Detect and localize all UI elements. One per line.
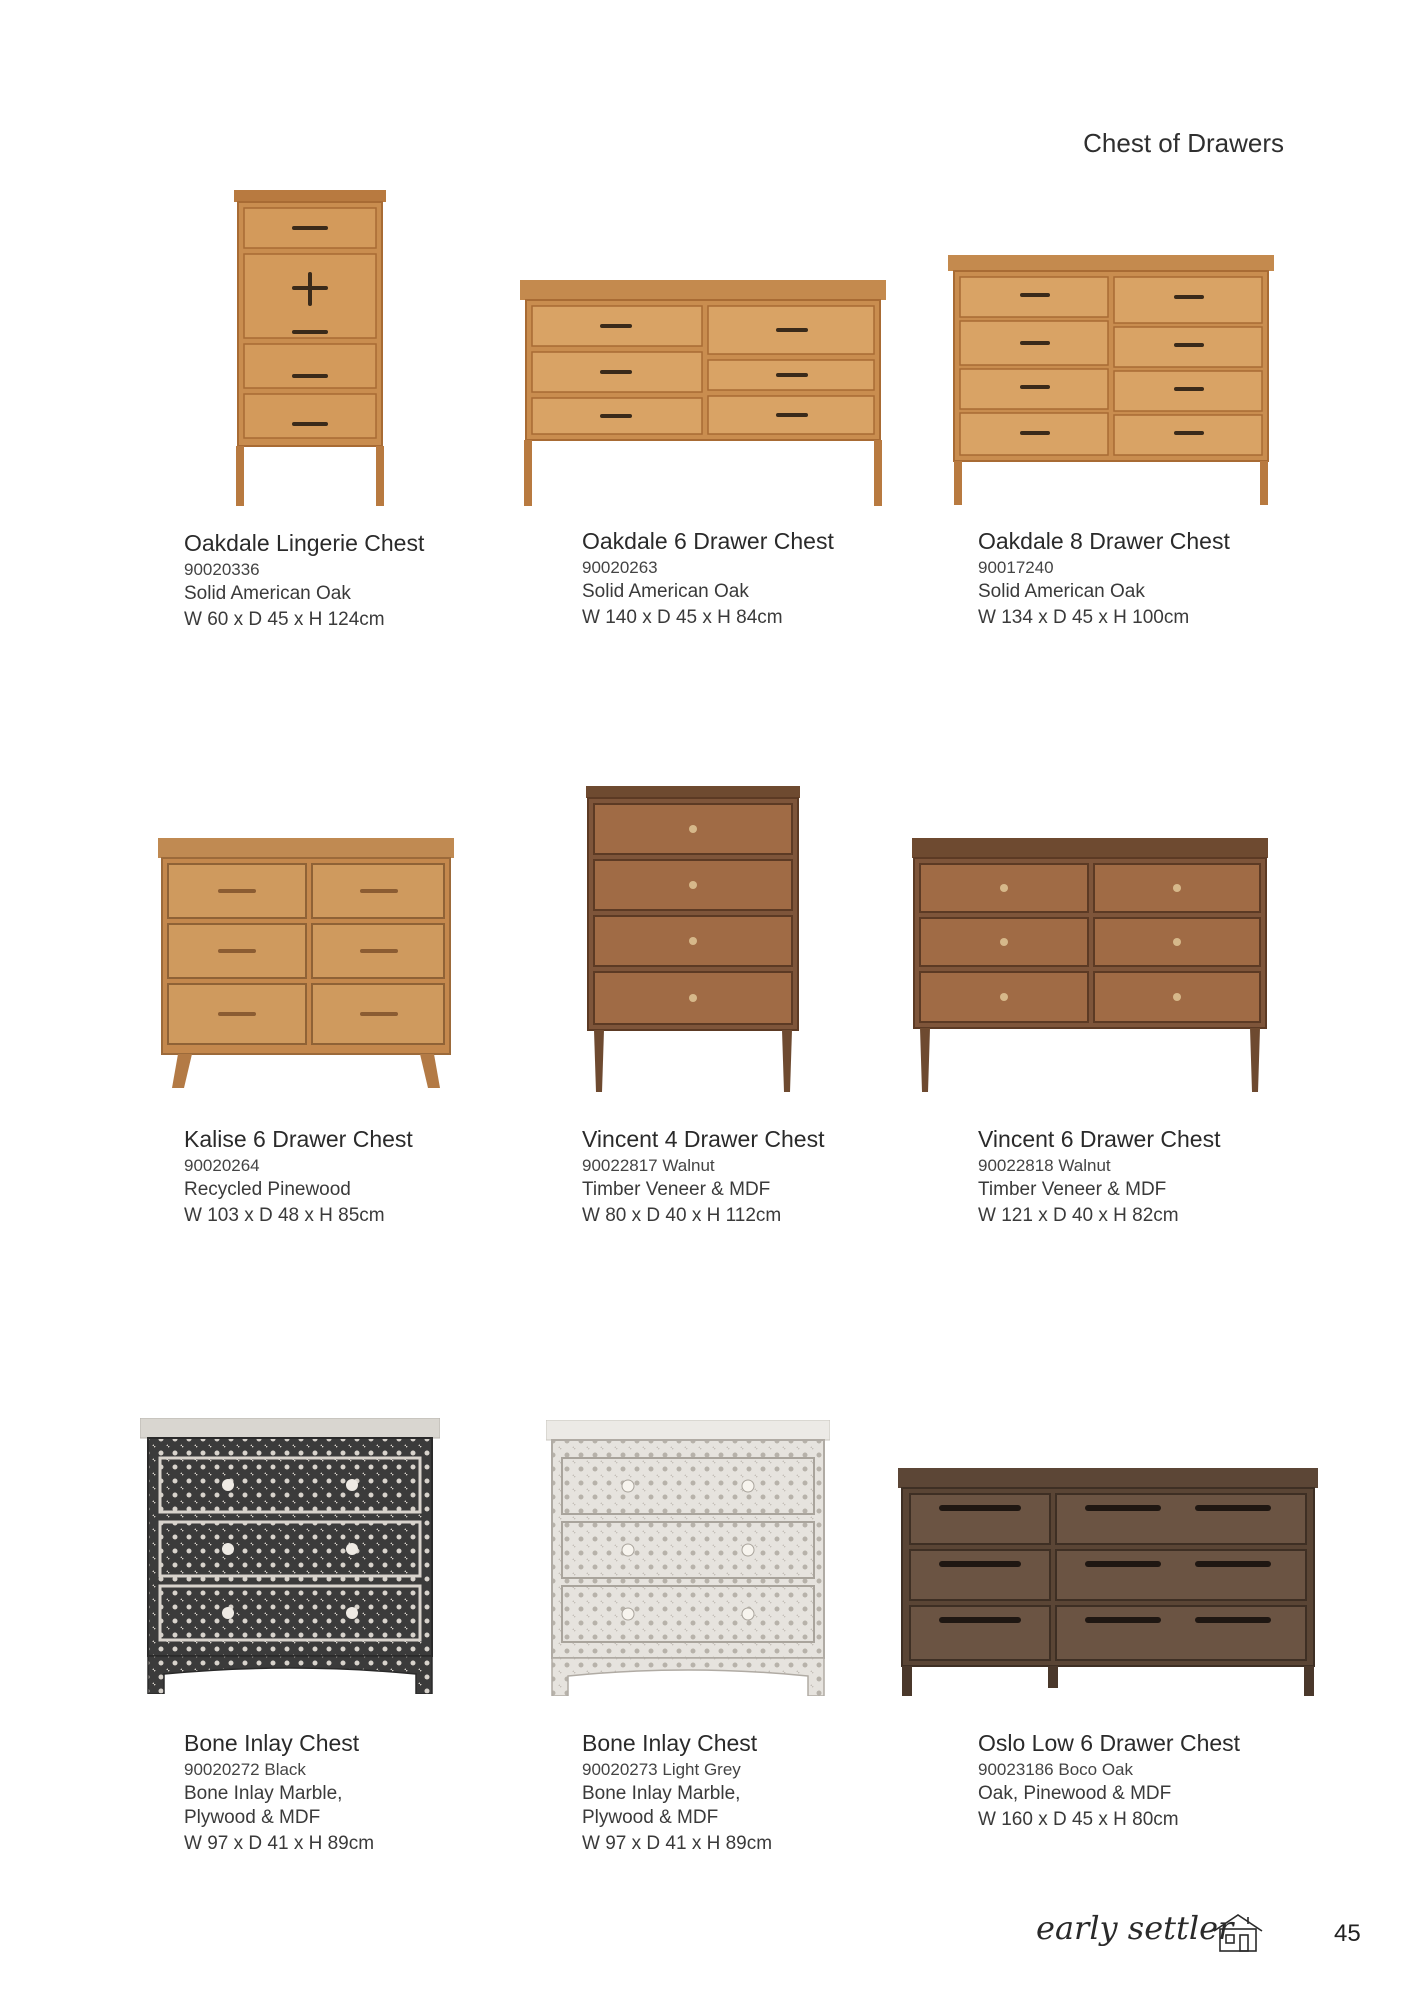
product-dimensions: W 121 x D 40 x H 82cm xyxy=(978,1205,1179,1226)
product-dimensions: W 97 x D 41 x H 89cm xyxy=(582,1833,773,1854)
product-name: Bone Inlay Chest xyxy=(184,1730,360,1756)
product-dimensions: W 60 x D 45 x H 124cm xyxy=(184,609,385,630)
product-dimensions: W 140 x D 45 x H 84cm xyxy=(582,607,783,628)
product-dimensions: W 134 x D 45 x H 100cm xyxy=(978,607,1190,628)
product-dimensions: W 80 x D 40 x H 112cm xyxy=(582,1205,782,1226)
product-name: Vincent 4 Drawer Chest xyxy=(582,1126,825,1152)
product-code: 90023186 Boco Oak xyxy=(978,1760,1134,1779)
product-image xyxy=(520,280,886,506)
product-material: Bone Inlay Marble, Plywood & MDF xyxy=(582,1783,741,1828)
product-material: Solid American Oak xyxy=(184,583,351,604)
product-material: Solid American Oak xyxy=(978,581,1145,602)
product-name: Oslo Low 6 Drawer Chest xyxy=(978,1730,1241,1756)
product-material: Recycled Pinewood xyxy=(184,1179,351,1200)
product-name: Vincent 6 Drawer Chest xyxy=(978,1126,1221,1152)
product-material: Solid American Oak xyxy=(582,581,749,602)
product-code: 90022818 Walnut xyxy=(978,1156,1111,1175)
product-code: 90017240 xyxy=(978,558,1054,577)
product-dimensions: W 160 x D 45 x H 80cm xyxy=(978,1809,1179,1830)
product-name: Oakdale 8 Drawer Chest xyxy=(978,528,1230,554)
product-image xyxy=(586,786,800,1092)
product-name: Oakdale Lingerie Chest xyxy=(184,530,425,556)
product-material: Timber Veneer & MDF xyxy=(978,1179,1167,1200)
product-image xyxy=(912,838,1268,1092)
product-code: 90020273 Light Grey xyxy=(582,1760,741,1779)
house-icon xyxy=(1212,1911,1264,1953)
product-code: 90020272 Black xyxy=(184,1760,306,1779)
product-image xyxy=(230,190,390,506)
product-name: Oakdale 6 Drawer Chest xyxy=(582,528,834,554)
product-code: 90020263 xyxy=(582,558,658,577)
product-image xyxy=(898,1468,1318,1696)
section-title: Chest of Drawers xyxy=(1083,128,1284,158)
page-number: 45 xyxy=(1334,1920,1361,1947)
product-name: Bone Inlay Chest xyxy=(582,1730,758,1756)
product-image xyxy=(546,1420,830,1696)
product-image xyxy=(948,255,1274,505)
product-material: Oak, Pinewood & MDF xyxy=(978,1783,1172,1804)
brand-logo-text: early settler xyxy=(1036,1909,1234,1947)
product-dimensions: W 103 x D 48 x H 85cm xyxy=(184,1205,385,1226)
product-material: Bone Inlay Marble, Plywood & MDF xyxy=(184,1783,343,1828)
product-code: 90020336 xyxy=(184,560,260,579)
product-code: 90020264 xyxy=(184,1156,260,1175)
product-image xyxy=(158,838,454,1088)
product-code: 90022817 Walnut xyxy=(582,1156,715,1175)
brand-logo xyxy=(1036,1903,1266,1961)
product-image xyxy=(140,1418,440,1694)
product-name: Kalise 6 Drawer Chest xyxy=(184,1126,413,1152)
product-material: Timber Veneer & MDF xyxy=(582,1179,771,1200)
product-dimensions: W 97 x D 41 x H 89cm xyxy=(184,1833,375,1854)
